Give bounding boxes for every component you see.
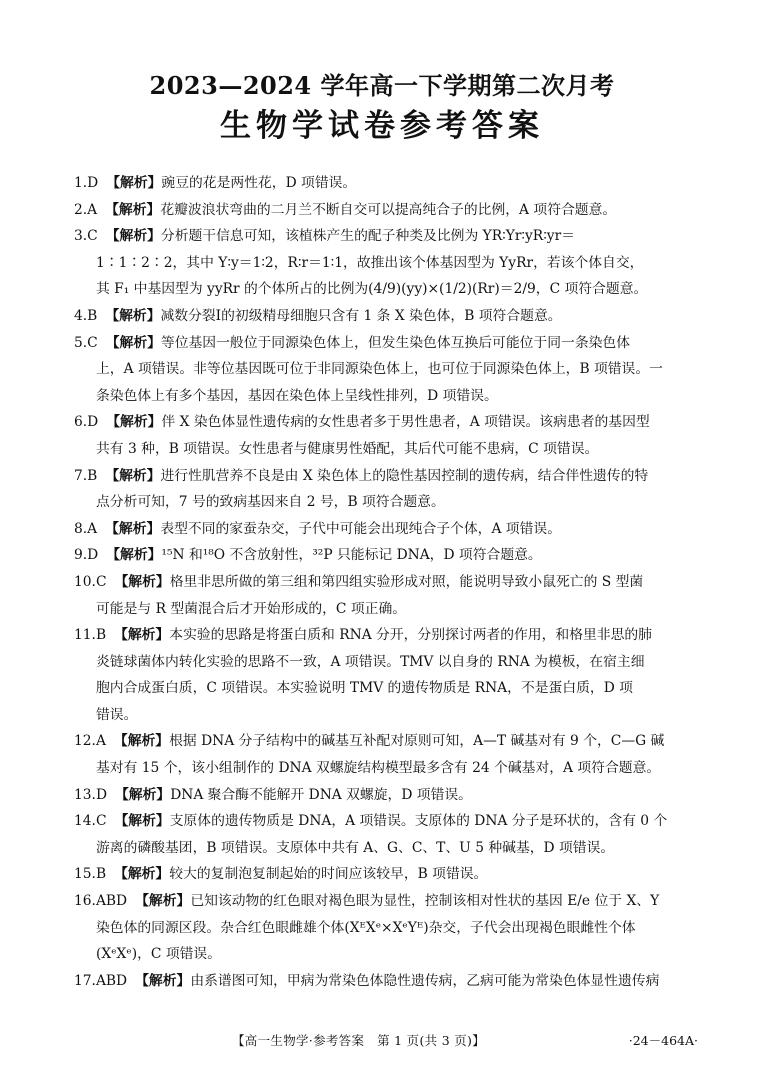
answer-item	[74, 463, 696, 516]
answer-item	[74, 303, 696, 330]
answer-first-line	[74, 569, 696, 596]
answer-first-line	[74, 170, 696, 197]
answer-item	[74, 170, 696, 197]
question-number: 5.	[74, 334, 88, 351]
answer-item	[74, 888, 696, 968]
analysis-text-continued: 点分析可知，7 号的致病基因来自 2 号，B 项符合题意。	[96, 494, 445, 511]
analysis-tag: 【解析】	[105, 307, 161, 324]
analysis-text: 伴 X 染色体显性遗传病的女性患者多于男性患者，A 项错误。该病患者的基因型	[161, 414, 650, 431]
analysis-text-continued: 染色体的同源区段。杂合红色眼雌雄个体(XᴱXᵉ×XᵉYᴱ)杂交，子代会出现褐色眼雌性个体	[96, 919, 636, 936]
document-title: 生物学试卷参考答案	[220, 108, 544, 144]
analysis-tag: 【解析】	[114, 813, 170, 830]
analysis-text-continued: 炎链球菌体内转化实验的思路不一致，A 项错误。TMV 以自身的 RNA 为模板，在宿主细	[96, 653, 645, 670]
analysis-tag: 【解析】	[114, 627, 170, 644]
analysis-text: 本实验的思路是将蛋白质和 RNA 分开，分别探讨两者的作用，和格里非思的肺	[169, 627, 652, 644]
answer-choice: B	[87, 307, 98, 324]
analysis-text-continued: 其 F₁ 中基因型为 yyRr 的个体所占的比例为(4/9)(yy)×(1/2)(Rr)＝2/9，C 项符合题意。	[96, 281, 648, 298]
answer-choice: ABD	[95, 893, 128, 910]
page-footer	[0, 1029, 764, 1053]
answer-first-line	[74, 516, 696, 543]
analysis-tag: 【解析】	[105, 520, 161, 537]
question-number: 4.	[74, 307, 88, 324]
answer-choice: C	[87, 334, 98, 351]
analysis-tag: 【解析】	[114, 866, 170, 883]
answer-choice: D	[87, 175, 99, 191]
analysis-text-continued: 游离的磷酸基团，B 项错误。支原体中共有 A、G、C、T、U 5 种碱基，D 项错误。	[96, 839, 615, 856]
question-number: 2.	[74, 201, 88, 218]
answer-choice: A	[95, 733, 106, 750]
answer-choice: A	[87, 201, 98, 218]
analysis-text-continued: (XᵉXᵉ)，C 项错误。	[96, 946, 222, 963]
analysis-tag: 【解析】	[135, 972, 191, 989]
analysis-tag: 【解析】	[106, 175, 162, 191]
footer-code: ·24－464A·	[628, 1033, 698, 1048]
answer-choice: D	[95, 786, 108, 803]
question-number: 9.	[74, 547, 88, 564]
answer-first-line	[74, 728, 696, 755]
analysis-text: DNA 聚合酶不能解开 DNA 双螺旋，D 项错误。	[170, 786, 472, 803]
question-number: 6.	[74, 414, 88, 431]
question-number: 15.	[74, 866, 96, 883]
answer-item	[74, 782, 696, 809]
analysis-text: 减数分裂Ⅰ的初级精母细胞只含有 1 条 X 染色体，B 项符合题意。	[160, 307, 562, 324]
answer-first-line	[74, 409, 696, 436]
analysis-tag: 【解析】	[114, 573, 170, 590]
answer-first-line	[74, 782, 696, 809]
answer-choice: D	[87, 414, 99, 431]
footer-page-info: 【高一生物学·参考答案 第 1 页(共 3 页)】	[232, 1033, 486, 1048]
question-number: 14.	[74, 813, 96, 830]
answer-choice: ABD	[95, 972, 128, 989]
analysis-text: ¹⁵N 和¹⁸O 不含放射性，³²P 只能标记 DNA，D 项符合题意。	[161, 547, 542, 564]
analysis-text: 根据 DNA 分子结构中的碱基互补配对原则可知，A—T 碱基对有 9 个，C—G 碱	[169, 733, 665, 750]
answer-first-line	[74, 861, 696, 888]
question-number: 1.	[74, 175, 88, 191]
analysis-text-continued: 条染色体上有多个基因，基因在染色体上呈线性排列，D 项错误。	[96, 387, 498, 404]
answer-first-line	[74, 622, 696, 649]
analysis-text-continued: 胞内合成蛋白质，C 项错误。本实验说明 TMV 的遗传物质是 RNA，不是蛋白质，D 项	[96, 680, 633, 697]
answer-first-line	[74, 303, 696, 330]
analysis-text: 较大的复制泡复制起始的时间应该较早，B 项错误。	[169, 866, 488, 883]
analysis-text: 花瓣波浪状弯曲的二月兰不断自交可以提高纯合子的比例，A 项符合题意。	[160, 201, 617, 218]
exam-title: 2023—2024 学年高一下学期第二次月考	[149, 71, 615, 100]
answer-choice: C	[95, 573, 107, 590]
question-number: 11.	[74, 627, 96, 644]
answer-item	[74, 542, 696, 569]
analysis-tag: 【解析】	[106, 547, 162, 564]
analysis-text: 由系谱图可知，甲病为常染色体隐性遗传病，乙病可能为常染色体显性遗传病	[190, 972, 660, 989]
question-number: 16.	[74, 893, 96, 910]
analysis-text-continued: 可能是与 R 型菌混合后才开始形成的，C 项正确。	[96, 600, 407, 617]
analysis-text: 分析题干信息可知，该植株产生的配子种类及比例为 YR∶Yr∶yR∶yr＝	[160, 228, 575, 245]
answer-first-line	[74, 330, 696, 357]
answer-first-line	[74, 968, 696, 995]
answer-choice: A	[87, 520, 98, 537]
answer-choice: C	[87, 228, 98, 245]
analysis-text: 表型不同的家蚕杂交，子代中可能会出现纯合子个体，A 项错误。	[160, 520, 561, 537]
answer-item	[74, 223, 696, 303]
analysis-tag: 【解析】	[135, 893, 191, 910]
analysis-tag: 【解析】	[113, 733, 170, 750]
analysis-text: 格里非思所做的第三组和第四组实验形成对照，能说明导致小鼠死亡的 S 型菌	[169, 573, 644, 590]
question-number: 17.	[74, 972, 96, 989]
answer-first-line	[74, 542, 696, 569]
analysis-tag: 【解析】	[105, 201, 161, 218]
question-number: 10.	[74, 573, 96, 590]
analysis-text: 已知该动物的红色眼对褐色眼为显性，控制该相对性状的基因 E/e 位于 X、Y	[190, 893, 660, 910]
answer-item	[74, 516, 696, 543]
analysis-text-continued: 1∶1∶2∶2，其中 Y∶y＝1∶2，R∶r＝1∶1，故推出该个体基因型为 YyRr，若该个体自交，	[96, 254, 644, 271]
question-number: 13.	[74, 786, 96, 803]
answer-item	[74, 728, 696, 781]
answer-first-line	[74, 463, 696, 490]
answer-choice: B	[95, 627, 107, 644]
analysis-tag: 【解析】	[105, 228, 161, 245]
question-number: 12.	[74, 733, 96, 750]
question-number: 3.	[74, 228, 88, 245]
analysis-tag: 【解析】	[115, 786, 171, 803]
answer-first-line	[74, 888, 696, 915]
analysis-text-continued: 错误。	[96, 706, 138, 723]
analysis-text-continued: 共有 3 种，B 项错误。女性患者与健康男性婚配，其后代可能不患病，C 项错误。	[96, 440, 599, 457]
answer-item	[74, 622, 696, 728]
answer-choice: C	[95, 813, 107, 830]
answer-item	[74, 330, 696, 410]
answer-first-line	[74, 223, 696, 250]
analysis-tag: 【解析】	[105, 467, 161, 484]
answer-item	[74, 968, 696, 995]
answer-choice: B	[95, 866, 107, 883]
answer-list	[74, 170, 696, 994]
answer-item	[74, 808, 696, 861]
analysis-tag: 【解析】	[105, 334, 161, 351]
analysis-tag: 【解析】	[106, 414, 162, 431]
analysis-text-continued: 上，A 项错误。非等位基因既可位于非同源染色体上，也可位于同源染色体上，B 项错误。一	[96, 361, 663, 378]
answer-item	[74, 569, 696, 622]
answer-choice: B	[87, 467, 98, 484]
analysis-text-continued: 基对有 15 个，该小组制作的 DNA 双螺旋结构模型最多含有 24 个碱基对，A 项符合题意。	[96, 760, 661, 777]
answer-first-line	[74, 808, 696, 835]
analysis-text: 进行性肌营养不良是由 X 染色体上的隐性基因控制的遗传病，结合伴性遗传的特	[160, 467, 649, 484]
question-number: 8.	[74, 520, 88, 537]
question-number: 7.	[74, 467, 88, 484]
analysis-text: 等位基因一般位于同源染色体上，但发生染色体互换后可能位于同一条染色体	[160, 334, 631, 351]
analysis-text: 豌豆的花是两性花，D 项错误。	[161, 175, 357, 191]
answer-item	[74, 861, 696, 888]
answer-first-line	[74, 197, 696, 224]
answer-choice: D	[87, 547, 99, 564]
answer-item	[74, 197, 696, 224]
analysis-text: 支原体的遗传物质是 DNA，A 项错误。支原体的 DNA 分子是环状的，含有 0 个	[169, 813, 668, 830]
answer-item	[74, 409, 696, 462]
